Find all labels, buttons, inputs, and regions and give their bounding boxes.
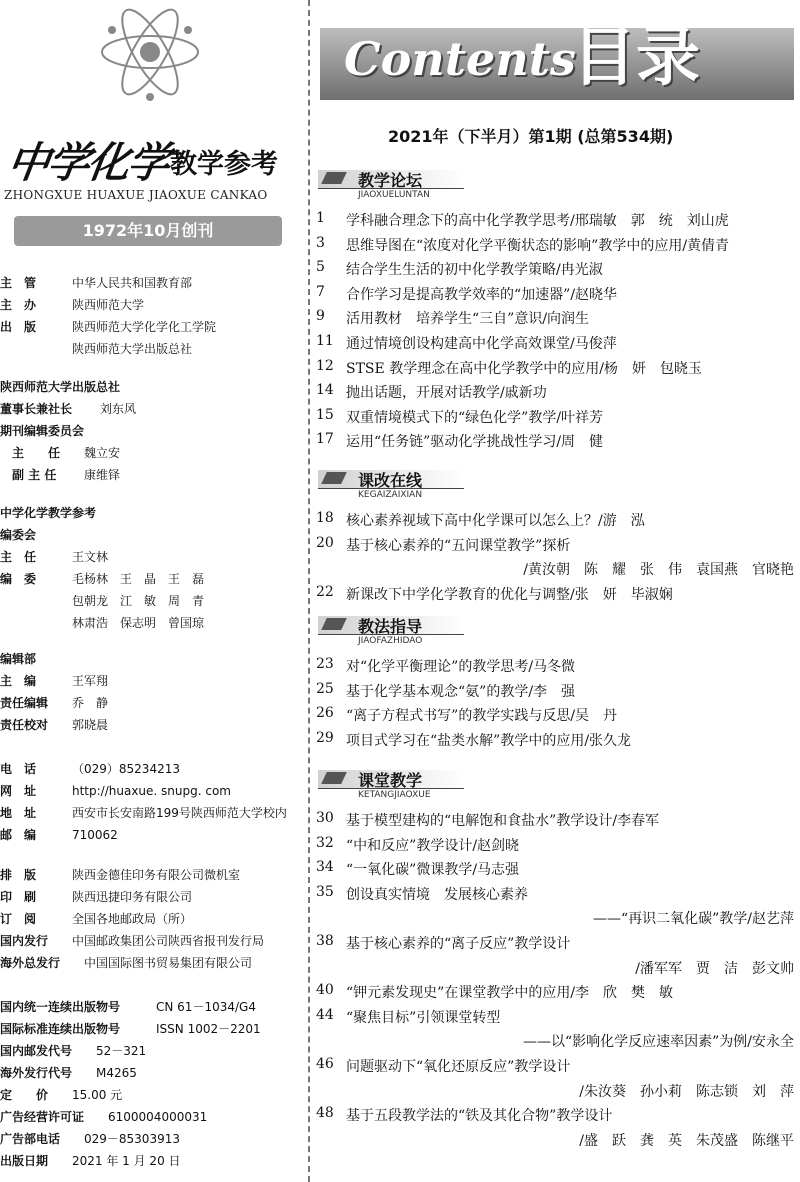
article-title: 基于模型建构的“电解饱和食盐水”教学设计/李春军 [346,813,660,829]
atom-icon [96,2,204,102]
page-number: 34 [316,859,334,876]
page-number: 1 [316,210,325,226]
info-value: 陕西师范大学 [72,298,145,312]
info-row [0,758,306,780]
page-number: 12 [316,357,334,374]
article-title: “一氧化碳”微课教学/马志强 [346,862,520,879]
article-title: 结合学生生活的初中化学教学策略/冉光淑 [346,262,603,279]
price-value: 15.00 元 [72,1088,123,1102]
article-title: 合作学习是提高教学效率的“加速器”/赵晓华 [346,286,618,303]
info-value: 中华人民共和国教育部 [72,276,193,290]
board-members: 林肃浩 保志明 曾国琼 [72,616,205,630]
info-row [0,996,306,1018]
postcode-value: 710062 [72,828,118,842]
article-title: 双重情境模式下的“绿色化学”教学/叶祥芳 [346,409,604,426]
section-title-en: KEGAIZAIXIAN [358,490,423,500]
registration-info [0,996,306,1172]
info-value: 52－321 [96,1044,147,1058]
editorial-board [0,502,306,634]
info-row [0,464,306,486]
contact-info [0,758,306,846]
info-value: 中国国际图书贸易集团有限公司 [84,956,253,970]
page-number: 5 [316,259,325,276]
article-title: 通过情境创设构建高中化学高效课堂/马俊萍 [346,336,617,352]
page-number: 48 [316,1105,334,1122]
info-row [0,272,306,294]
editorial-dept [0,648,306,736]
article-title: “钾元素发现史”在课堂教学中的应用/李 欣 樊 敏 [346,985,674,1002]
info-row [0,802,306,824]
info-label: 董事长兼社长 [0,402,73,416]
info-row [0,1084,306,1106]
page-number: 11 [316,333,334,349]
info-value: 康维铎 [84,468,121,482]
article-title: 运用“任务链”驱动化学挑战性学习/周 健 [346,434,604,451]
page-number: 20 [316,534,334,551]
info-row [0,952,306,974]
info-value: 魏立安 [84,446,121,460]
section-header [318,168,568,202]
info-row [0,398,306,420]
info-label: 网 址 [0,784,37,798]
board-subtitle: 编委会 [0,528,37,542]
info-label: 出版日期 [0,1154,49,1168]
info-value: 029－85303913 [84,1132,180,1146]
journal-logo [4,130,308,187]
article-authors: /黄汝朝 陈 耀 张 伟 袁国燕 官晓艳 [523,562,794,579]
page-number: 25 [316,680,334,697]
info-value: 全国各地邮政局（所） [72,912,193,926]
website-link[interactable]: http://huaxue. snupg. com [72,784,231,798]
info-label: 主 办 [0,298,37,312]
info-row [0,316,306,338]
info-label: 广告部电话 [0,1132,61,1146]
article-authors: ——以“影响化学反应速率因素”为例/安永全 [522,1034,794,1051]
info-row [0,568,306,590]
section-header [318,614,568,648]
info-label: 主 编 [0,674,37,688]
info-label: 地 址 [0,806,37,820]
contents-title-en: Contents [344,32,576,86]
info-value: 6100004000031 [108,1110,208,1124]
info-label: 副 主 任 [12,468,57,482]
article-title: “中和反应”教学设计/赵剑晓 [346,837,520,854]
info-row [0,442,306,464]
article-authors: /朱汝葵 孙小莉 陈志锁 刘 萍 [579,1083,794,1100]
address-value: 西安市长安南路199号陕西师范大学校内 [72,806,287,820]
article-title: 学科融合理念下的高中化学教学思考/邢瑞敏 郭 统 刘山虎 [346,213,729,229]
info-row [0,1106,306,1128]
page-number: 40 [316,982,334,999]
info-label: 国内邮发代号 [0,1044,73,1058]
logo-pinyin: ZHONGXUE HUAXUE JIAOXUE CANKAO [4,188,268,202]
section-title: 教学论坛 [358,171,423,190]
info-label: 国际标准连续出版物号 [0,1022,121,1036]
page-number: 46 [316,1056,334,1072]
info-row [0,590,306,612]
info-value: CN 61－1034/G4 [156,1000,256,1014]
info-row [0,930,306,952]
article-title: 基于化学基本观念“氨”的教学/李 强 [346,683,576,700]
article-title: 对“化学平衡理论”的教学思考/马冬微 [346,659,576,675]
page-number: 18 [316,510,334,526]
info-label: 广告经营许可证 [0,1110,85,1124]
section-header [318,468,568,502]
info-value: 郭晓晨 [72,718,109,732]
info-row [0,1150,306,1172]
page-number: 14 [316,382,334,399]
publish-date: 2021 年 1 月 20 日 [72,1154,181,1168]
info-value: 陕西师范大学化学化工学院 [72,320,217,334]
masthead-column [0,0,306,1182]
board-title: 中学化学教学参考 [0,506,97,520]
page-number: 17 [316,431,334,448]
article-title: “聚焦目标”引领课堂转型 [346,1009,501,1026]
info-label: 主 管 [0,276,37,290]
page-number: 15 [316,406,334,423]
logo-title: 教学参考 [170,149,278,180]
info-value: 刘东风 [100,402,137,416]
info-label: 编 委 [0,572,37,586]
info-row [0,1062,306,1084]
phone-value: （029）85234213 [72,762,180,776]
info-row [0,612,306,634]
info-value: M4265 [96,1066,137,1080]
article-title: 核心素养视域下高中化学课可以怎么上？/游 泓 [346,513,645,529]
page-number: 38 [316,933,334,949]
contents-title-cn: 目录 [572,21,700,95]
page-number: 22 [316,583,334,600]
info-row [0,886,306,908]
info-label: 电 话 [0,762,37,776]
board-members: 包朝龙 江 敏 周 青 [72,594,205,608]
info-label: 国内发行 [0,934,49,948]
article-title: 创设真实情境 发展核心素养 [346,886,528,903]
info-row [0,824,306,846]
article-title: 基于核心素养的“五问课堂教学”探析 [346,537,571,554]
logo-script: 中学化学 [4,138,172,187]
column-divider [308,0,310,1182]
press-title: 陕西师范大学出版总社 [0,380,121,394]
info-label: 责任校对 [0,718,49,732]
info-label: 排 版 [0,868,37,882]
info-value: 中国邮政集团公司陕西省报刊发行局 [72,934,265,948]
section-title: 教法指导 [358,617,423,636]
info-value: 陕西迅捷印务有限公司 [72,890,193,904]
page-number: 26 [316,705,334,722]
article-authors: ——“再识二氧化碳”教学/赵艺萍 [592,911,794,928]
page-number: 7 [316,283,325,300]
info-value: 王文林 [72,550,109,564]
info-label: 主 任 [0,550,37,564]
article-title: 活用教材 培养学生“三自”意识/向润生 [346,311,590,328]
page-number: 35 [316,883,334,900]
info-row [0,864,306,886]
page-number: 30 [316,810,334,826]
info-row [0,714,306,736]
info-row [0,908,306,930]
board-members: 毛杨林 王 晶 王 磊 [72,572,205,586]
printing-info [0,864,306,974]
article-title: “离子方程式书写”的教学实践与反思/吴 丹 [346,708,618,725]
section-title-en: JIAOXUELUNTAN [358,190,430,200]
info-label: 海外发行代号 [0,1066,73,1080]
section-title-en: KETANGJIAOXUE [358,790,431,800]
article-title: 基于核心素养的“离子反应”教学设计 [346,936,571,952]
article-title: 抛出话题，开展对话教学/戚新功 [346,385,547,402]
article-title: STSE 教学理念在高中化学教学中的应用/杨 妍 包晓玉 [346,360,702,377]
info-label: 海外总发行 [0,956,61,970]
committee-title: 期刊编辑委员会 [0,424,85,438]
info-label: 订 阅 [0,912,37,926]
publisher-info [0,272,306,360]
article-title: 项目式学习在“盐类水解”教学中的应用/张久龙 [346,732,632,749]
page-number: 32 [316,834,334,851]
info-value: 王军翔 [72,674,109,688]
section-title-en: JIAOFAZHIDAO [358,636,423,646]
section-header [318,768,568,802]
info-value: 乔 静 [72,696,109,710]
info-row [0,338,306,360]
info-row [0,294,306,316]
article-authors: /盛 跃 龚 英 朱茂盛 陈继平 [579,1132,794,1149]
page-number: 9 [316,308,325,325]
contents-header [320,21,794,100]
info-row [0,546,306,568]
info-row [0,1128,306,1150]
article-title: 新课改下中学化学教育的优化与调整/张 妍 毕淑娴 [346,586,673,603]
info-label: 国内统一连续出版物号 [0,1000,121,1014]
issue-info: 2021年（下半月）第1期 (总第534期) [388,127,674,146]
info-row [0,1018,306,1040]
article-title: 问题驱动下“氧化还原反应”教学设计 [346,1059,571,1075]
info-value: 陕西师范大学出版总社 [72,342,193,356]
contents-column [316,0,794,1182]
info-label: 印 刷 [0,890,37,904]
section-title: 课改在线 [358,471,423,490]
dept-title: 编辑部 [0,652,37,666]
info-label: 定 价 [0,1088,49,1102]
article-title: 基于五段教学法的“铁及其化合物”教学设计 [346,1108,613,1125]
info-row [0,780,306,802]
page-number: 3 [316,234,325,251]
info-row [0,670,306,692]
info-label: 出 版 [0,320,37,334]
info-label: 责任编辑 [0,696,49,710]
page-number: 29 [316,729,334,746]
info-value: 陕西金德佳印务有限公司微机室 [72,868,241,882]
info-value: ISSN 1002－2201 [156,1022,261,1036]
info-row [0,1040,306,1062]
founded-banner: 1972年10月创刊 [14,216,282,246]
page-number: 44 [316,1006,334,1023]
article-title: 思维导图在“浓度对化学平衡状态的影响”教学中的应用/黄倩青 [346,237,730,254]
section-title: 课堂教学 [358,771,423,790]
page-number: 23 [316,656,334,672]
article-authors: /潘军军 贾 洁 彭文帅 [635,960,794,977]
press-info [0,376,306,486]
info-row [0,692,306,714]
info-label: 邮 编 [0,828,37,842]
info-label: 主 任 [12,446,61,460]
